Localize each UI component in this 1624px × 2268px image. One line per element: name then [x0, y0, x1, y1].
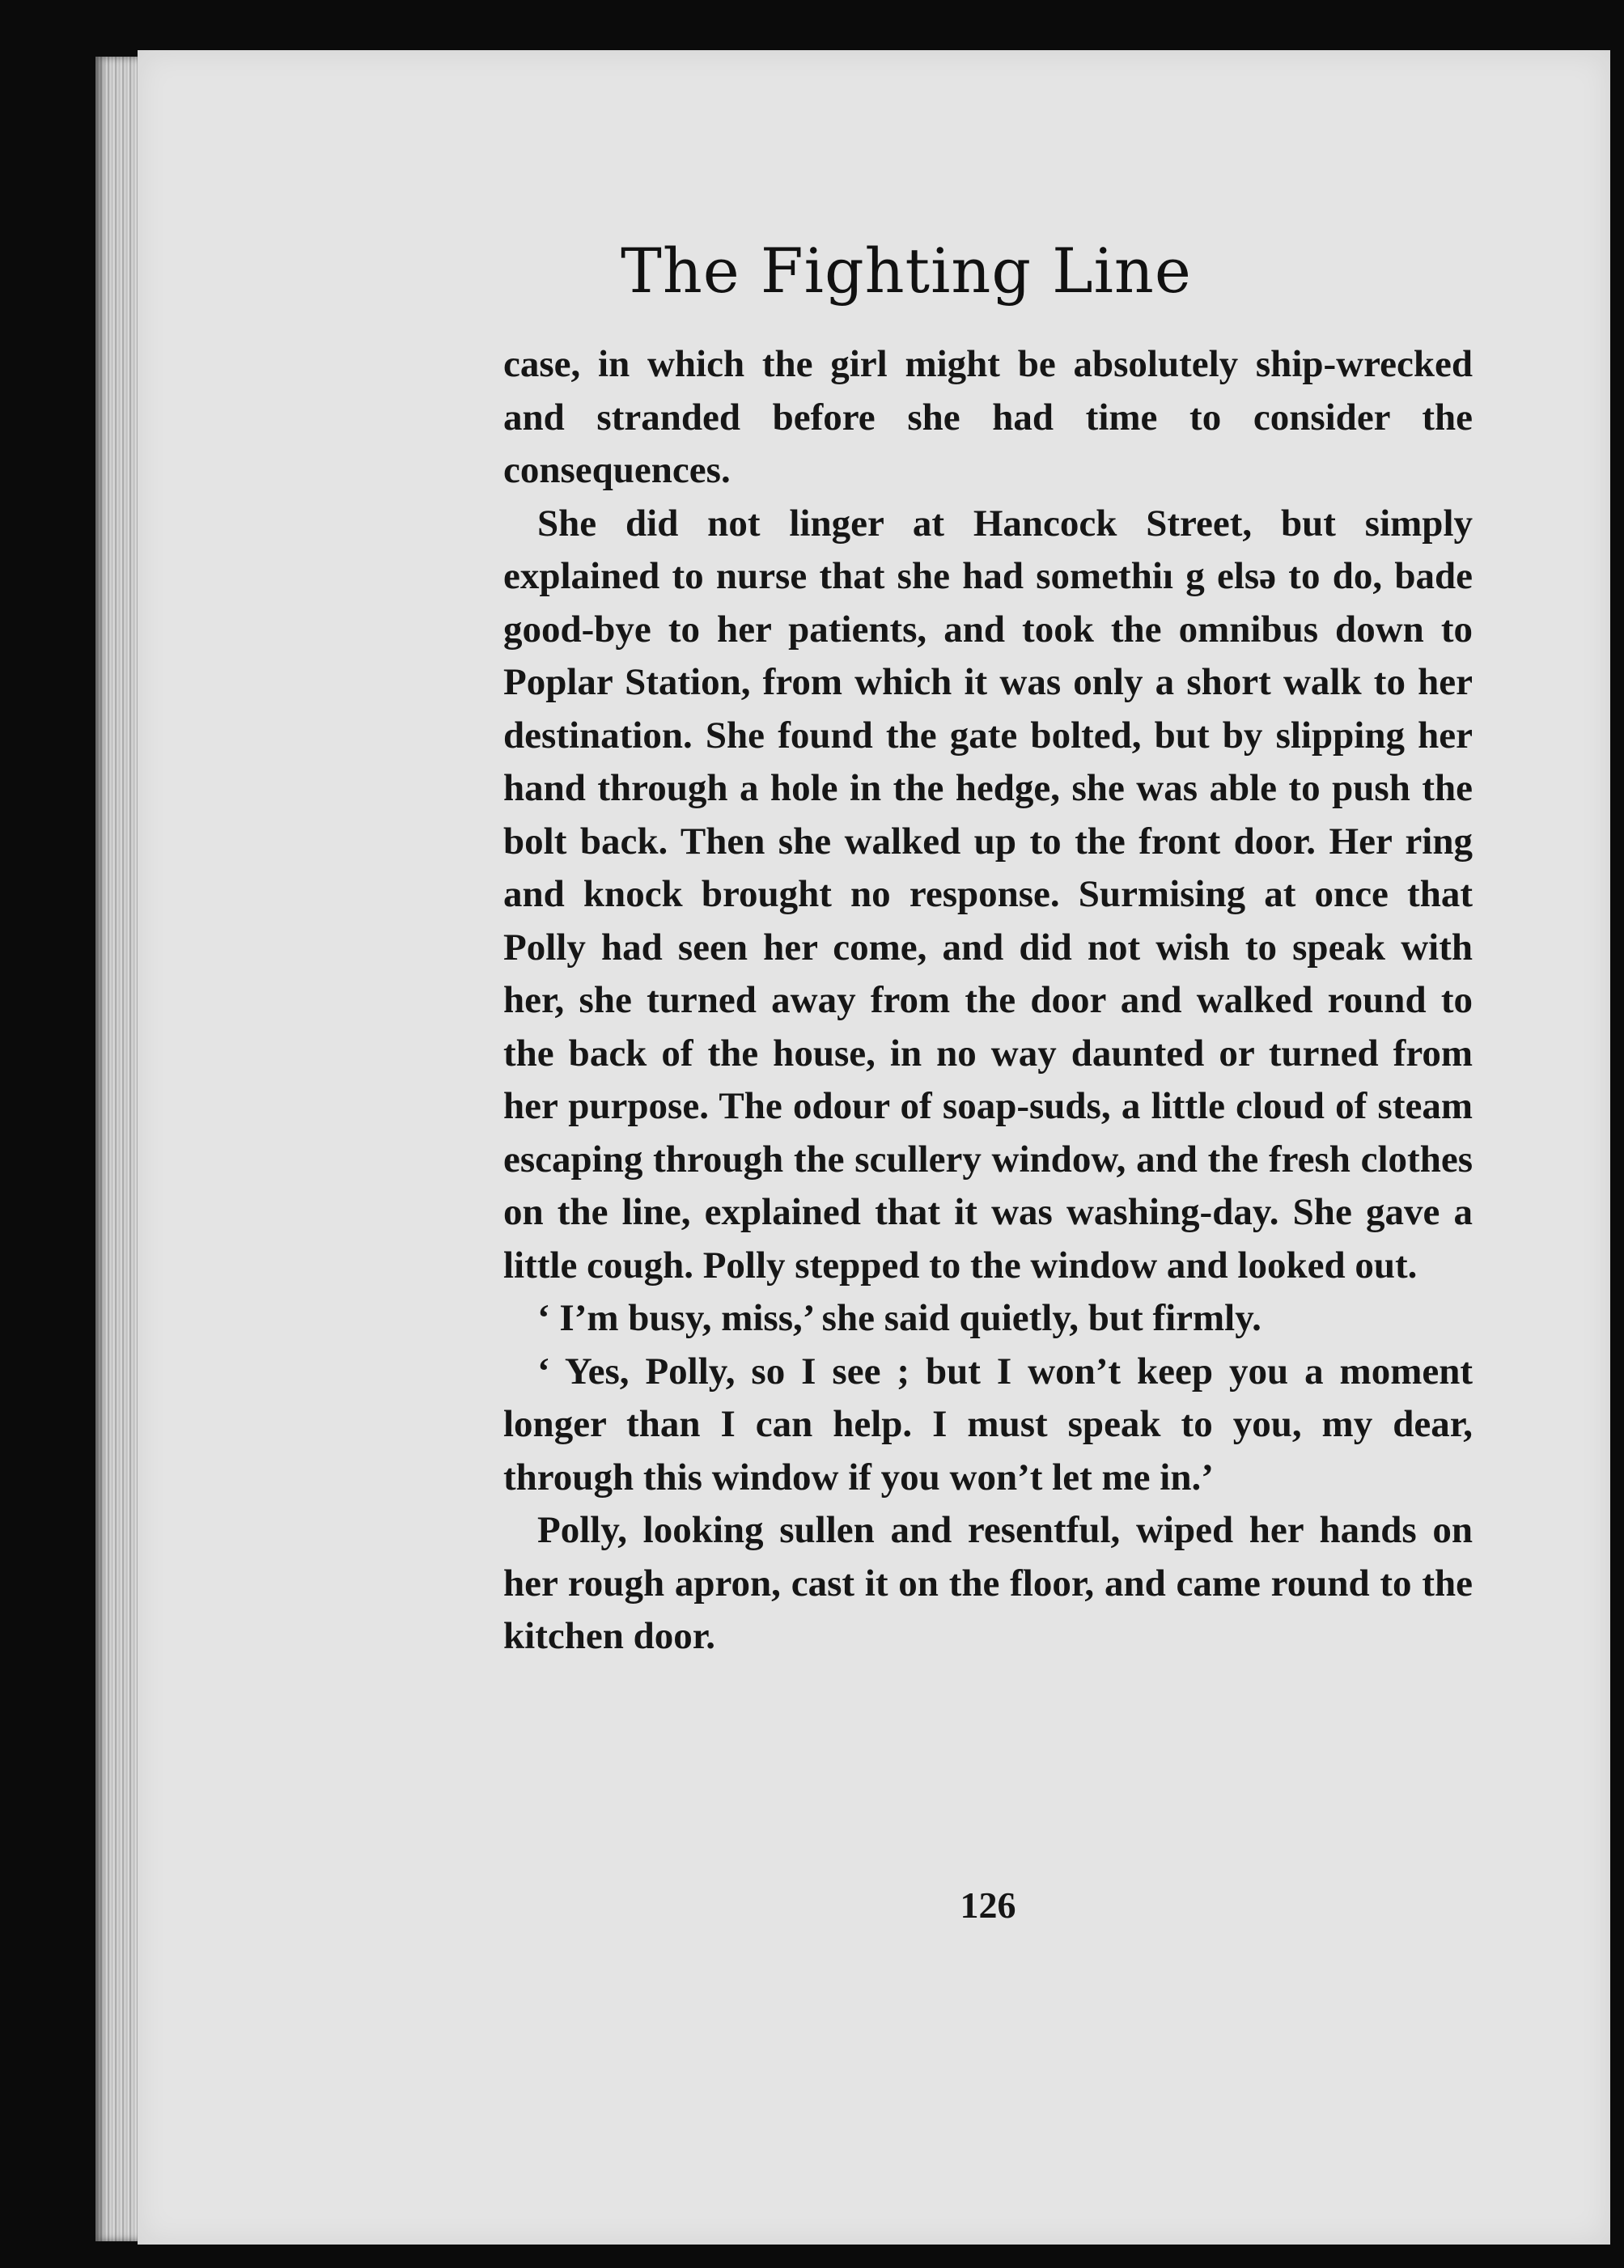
paragraph-5: Polly, looking sullen and resentful, wiped her hands on her rough apron, cast it on the floor, and came round to the kitchen door.	[503, 1509, 1473, 1657]
running-head: The Fighting Line	[621, 235, 1192, 307]
paragraph-4: ‘ Yes, Polly, so I see ; but I won’t keep you a moment longer than I can help. I must speak to you, my dear, through this window if you won’t let me in.’	[503, 1350, 1473, 1499]
paragraph-3: ‘ I’m busy, miss,’ she said quietly, but firmly.	[537, 1297, 1261, 1339]
paragraph-1: case, in which the girl might be absolutely ship-wrecked and stranded before she had time to consider the consequences.	[503, 343, 1473, 491]
page-number: 126	[960, 1884, 1016, 1926]
paragraph-2: She did not linger at Hancock Street, but simply explained to nurse that she had somethiı g elsə to do, bade good-bye to her patients, and took the omnibus down to Poplar Station, from which it was only a short walk to her destination. She found the gate bolted, but by slipping her hand through a hole in the hedge, she was able to push the bolt back. Then she walked up to the front door. Her ring and knock brought no response. Surmising at once that Polly had seen her come, and did not wish to speak with her, she turned away from the door and walked round to the back of the house, in no way daunted or turned from her purpose. The odour of soap-suds, a little cloud of steam escaping through the scullery window, and the fresh clothes on the line, explained that it was washing-day. She gave a little cough. Polly stepped to the window and looked out.	[503, 502, 1473, 1287]
body-text	[503, 338, 1473, 1664]
